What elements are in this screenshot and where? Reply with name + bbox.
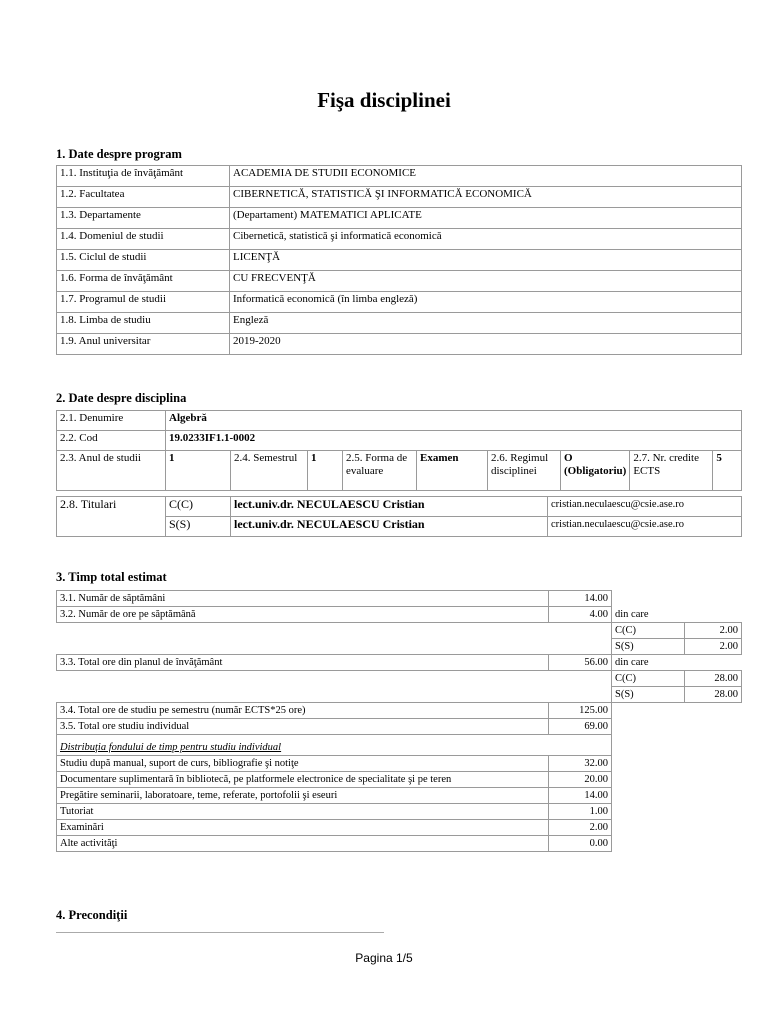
section-3-heading: 3. Timp total estimat (56, 570, 167, 584)
distrib-item-value: 14.00 (549, 788, 612, 804)
distrib-item-label: Examinări (57, 820, 549, 836)
row-value: CIBERNETICĂ, STATISTICĂ ŞI INFORMATICĂ ECONOMICĂ (230, 187, 742, 208)
distrib-item-label: Pregătire seminarii, laboratoare, teme, referate, portofolii şi eseuri (57, 788, 549, 804)
distrib-item-value: 20.00 (549, 772, 612, 788)
table-row (57, 820, 742, 836)
time-table (56, 590, 742, 852)
distrib-item-value: 2.00 (549, 820, 612, 836)
r35-label: 3.5. Total ore studiu individual (57, 719, 549, 735)
r33-ss-label: S(S) (612, 687, 685, 703)
distrib-item-value: 1.00 (549, 804, 612, 820)
row-value: 2019-2020 (230, 334, 742, 355)
r32-value: 4.00 (549, 607, 612, 623)
page-title: Fişa disciplinei (317, 88, 451, 112)
credite-label: 2.7. Nr. credite ECTS (630, 451, 713, 491)
r32-cc-value: 2.00 (685, 623, 742, 639)
table-row (57, 836, 742, 852)
titular-name: lect.univ.dr. NECULAESCU Cristian (231, 517, 548, 537)
din-care-label: din care (615, 657, 649, 668)
denumire-value: Algebră (166, 411, 742, 431)
r32-label: 3.2. Număr de ore pe săptămână (57, 607, 549, 623)
distrib-item-label: Alte activităţi (57, 836, 549, 852)
table-row (57, 639, 742, 655)
table-row (57, 687, 742, 703)
table-row (57, 313, 742, 334)
distrib-label: Distribuţia fondului de timp pentru studiu individual (57, 735, 612, 756)
r34-value: 125.00 (549, 703, 612, 719)
titular-type: S(S) (166, 517, 231, 537)
table-row (57, 411, 742, 431)
page-number: Pagina 1/5 (355, 951, 413, 965)
titular-type: C(C) (166, 497, 231, 517)
denumire-label: 2.1. Denumire (57, 411, 166, 431)
table-row (57, 208, 742, 229)
row-value: Cibernetică, statistică şi informatică economică (230, 229, 742, 250)
r31-value: 14.00 (549, 591, 612, 607)
section-4-heading: 4. Precondiţii (56, 908, 128, 922)
table-row (57, 250, 742, 271)
forma-label: 2.5. Forma de evaluare (343, 451, 417, 491)
distrib-item-label: Studiu după manual, suport de curs, bibliografie şi notiţe (57, 756, 549, 772)
table-row (57, 187, 742, 208)
section-1-heading: 1. Date despre program (56, 147, 182, 161)
an-label: 2.3. Anul de studii (57, 451, 166, 491)
table-row (57, 772, 742, 788)
titular-email: cristian.neculaescu@csie.ase.ro (548, 497, 742, 517)
credite-value: 5 (713, 451, 742, 491)
row-label: 1.2. Facultatea (57, 187, 230, 208)
table-row (57, 804, 742, 820)
r33-cc-label: C(C) (612, 671, 685, 687)
row-value: Informatică economică (în limba engleză) (230, 292, 742, 313)
cod-value: 19.0233IF1.1-0002 (166, 431, 742, 451)
section-2-heading: 2. Date despre disciplina (56, 391, 187, 405)
row-label: 1.5. Ciclul de studii (57, 250, 230, 271)
titulari-label: 2.8. Titulari (57, 497, 166, 537)
row-label: 1.1. Instituţia de învăţământ (57, 166, 230, 187)
discipline-table (56, 410, 742, 491)
semestru-label: 2.4. Semestrul (231, 451, 308, 491)
row-label: 1.6. Forma de învăţământ (57, 271, 230, 292)
row-value: Engleză (230, 313, 742, 334)
table-row (57, 591, 742, 607)
table-row (57, 655, 742, 671)
r33-value: 56.00 (549, 655, 612, 671)
row-value: CU FRECVENŢĂ (230, 271, 742, 292)
row-label: 1.4. Domeniul de studii (57, 229, 230, 250)
r33-cc-value: 28.00 (685, 671, 742, 687)
r33-ss-value: 28.00 (685, 687, 742, 703)
distrib-item-label: Tutoriat (57, 804, 549, 820)
r35-value: 69.00 (549, 719, 612, 735)
forma-value: Examen (417, 451, 488, 491)
table-row (57, 719, 742, 735)
row-label: 1.7. Programul de studii (57, 292, 230, 313)
table-row (57, 334, 742, 355)
regim-value: O (Obligatoriu) (561, 451, 630, 491)
table-row (57, 451, 742, 491)
r32-cc-label: C(C) (612, 623, 685, 639)
table-row (57, 788, 742, 804)
distrib-item-value: 32.00 (549, 756, 612, 772)
r32-ss-label: S(S) (612, 639, 685, 655)
table-row (57, 623, 742, 639)
row-label: 1.8. Limba de studiu (57, 313, 230, 334)
row-label: 1.9. Anul universitar (57, 334, 230, 355)
r33-label: 3.3. Total ore din planul de învăţământ (57, 655, 549, 671)
table-row (57, 292, 742, 313)
regim-label: 2.6. Regimul disciplinei (488, 451, 561, 491)
an-value: 1 (166, 451, 231, 491)
table-row (57, 703, 742, 719)
distrib-item-label: Documentare suplimentară în bibliotecă, pe platformele electronice de specialitate şi pe teren (57, 772, 549, 788)
table-row (57, 735, 742, 756)
row-value: (Departament) MATEMATICI APLICATE (230, 208, 742, 229)
table-row (57, 431, 742, 451)
titulari-table (56, 496, 742, 537)
table-row (57, 756, 742, 772)
r34-label: 3.4. Total ore de studiu pe semestru (număr ECTS*25 ore) (57, 703, 549, 719)
r32-ss-value: 2.00 (685, 639, 742, 655)
distrib-item-value: 0.00 (549, 836, 612, 852)
row-value: LICENŢĂ (230, 250, 742, 271)
table-row (57, 271, 742, 292)
table-row (57, 671, 742, 687)
semestru-value: 1 (308, 451, 343, 491)
divider (56, 932, 384, 933)
titular-email: cristian.neculaescu@csie.ase.ro (548, 517, 742, 537)
row-label: 1.3. Departamente (57, 208, 230, 229)
row-value: ACADEMIA DE STUDII ECONOMICE (230, 166, 742, 187)
r31-label: 3.1. Număr de săptămâni (57, 591, 549, 607)
titular-name: lect.univ.dr. NECULAESCU Cristian (231, 497, 548, 517)
cod-label: 2.2. Cod (57, 431, 166, 451)
table-row (57, 607, 742, 623)
din-care-label: din care (615, 608, 649, 620)
table-row (57, 229, 742, 250)
table-row (57, 497, 742, 517)
program-table (56, 165, 742, 355)
table-row (57, 166, 742, 187)
